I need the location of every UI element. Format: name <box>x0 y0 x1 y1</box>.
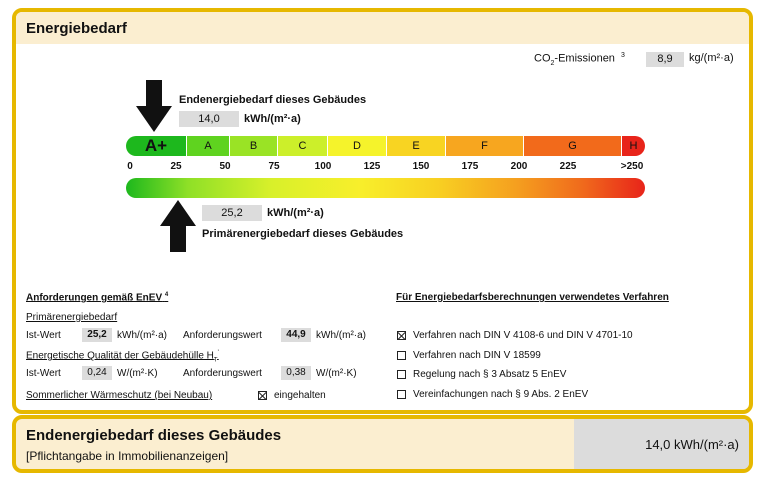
methods-title: Für Energiebedarfsberechnungen verwendetes Verfahren <box>396 292 669 303</box>
method-checkbox-par-9[interactable] <box>397 390 406 399</box>
endenergy-label: Endenergiebedarf dieses Gebäudes <box>179 94 367 106</box>
anf-quality-value: 0,38 <box>281 366 311 380</box>
endenergy-arrow-icon <box>134 80 174 132</box>
scale-label: 175 <box>461 161 479 172</box>
ist-label: Ist-Wert <box>26 368 61 379</box>
endenergy-value: 14,0 <box>179 111 239 127</box>
quality-heading: Energetische Qualität der Gebäudehülle $H_T'$ <box>26 350 219 364</box>
anf-primary-value: 44,9 <box>281 328 311 342</box>
co2-unit: kg/(m²·a) <box>689 52 734 64</box>
class-b: B <box>230 136 278 156</box>
class-c: C <box>278 136 328 156</box>
scale-label: 125 <box>363 161 381 172</box>
method-label: Regelung nach § 3 Absatz 5 EnEV <box>413 369 567 380</box>
method-checkbox-din-4108[interactable] <box>397 331 406 340</box>
bottom-subtitle: [Pflichtangabe in Immobilienanzeigen] <box>26 449 229 463</box>
requirements-title: Anforderungen gemäß EnEV $^4$ <box>26 292 169 304</box>
scale-label: 150 <box>412 161 430 172</box>
class-g: G <box>524 136 622 156</box>
method-label: Vereinfachungen nach § 9 Abs. 2 EnEV <box>413 389 589 400</box>
ist-label: Ist-Wert <box>26 330 61 341</box>
bottom-value: 14,0 kWh/(m²·a) <box>574 419 749 469</box>
primary-energy-heading: Primärenergiebedarf <box>26 312 118 323</box>
co2-label: $CO_2$-Emissionen $^3$ <box>534 52 625 67</box>
scale-label: 225 <box>559 161 577 172</box>
anf-label: Anforderungswert <box>183 330 262 341</box>
primary-energy-label: Primärenergiebedarf dieses Gebäudes <box>202 228 404 240</box>
scale-label: 100 <box>314 161 332 172</box>
energy-class-bar <box>126 136 645 156</box>
panel-title: Energiebedarf <box>16 12 749 44</box>
endenergy-unit: kWh/(m²·a) <box>244 113 301 125</box>
primary-energy-unit: kWh/(m²·a) <box>267 207 324 219</box>
class-h: H <box>622 136 645 156</box>
advertisement-panel <box>12 415 753 473</box>
class-d: D <box>328 136 387 156</box>
method-label: Verfahren nach DIN V 4108-6 und DIN V 4701-10 <box>413 330 633 341</box>
energy-demand-panel <box>12 8 753 414</box>
summer-heat-protection-checkbox[interactable] <box>258 391 267 400</box>
ist-quality-unit: W/(m²·K) <box>117 368 158 379</box>
scale-label: 0 <box>127 161 133 172</box>
ist-primary-value: 25,2 <box>82 328 112 342</box>
ist-primary-unit: kWh/(m²·a) <box>117 330 167 341</box>
class-f: F <box>446 136 524 156</box>
class-a: A <box>187 136 230 156</box>
anf-label: Anforderungswert <box>183 368 262 379</box>
method-checkbox-din-18599[interactable] <box>397 351 406 360</box>
anf-quality-unit: W/(m²·K) <box>316 368 357 379</box>
class-a-plus: A+ <box>126 136 187 156</box>
method-label: Verfahren nach DIN V 18599 <box>413 350 541 361</box>
scale-label: >250 <box>620 161 644 172</box>
bottom-title: Endenergiebedarf dieses Gebäudes <box>26 427 282 444</box>
primary-energy-arrow-icon <box>158 200 198 252</box>
summer-heat-protection-label: Sommerlicher Wärmeschutz (bei Neubau) <box>26 390 213 401</box>
ist-quality-value: 0,24 <box>82 366 112 380</box>
scale-label: 25 <box>170 161 182 172</box>
summer-heat-protection-status: eingehalten <box>274 390 326 401</box>
class-e: E <box>387 136 446 156</box>
method-checkbox-par-3[interactable] <box>397 370 406 379</box>
anf-primary-unit: kWh/(m²·a) <box>316 330 366 341</box>
scale-label: 50 <box>219 161 231 172</box>
primary-energy-gradient-bar <box>126 178 645 198</box>
co2-value: 8,9 <box>646 52 684 67</box>
scale-label: 200 <box>510 161 528 172</box>
scale-label: 75 <box>268 161 280 172</box>
primary-energy-value: 25,2 <box>202 205 262 221</box>
